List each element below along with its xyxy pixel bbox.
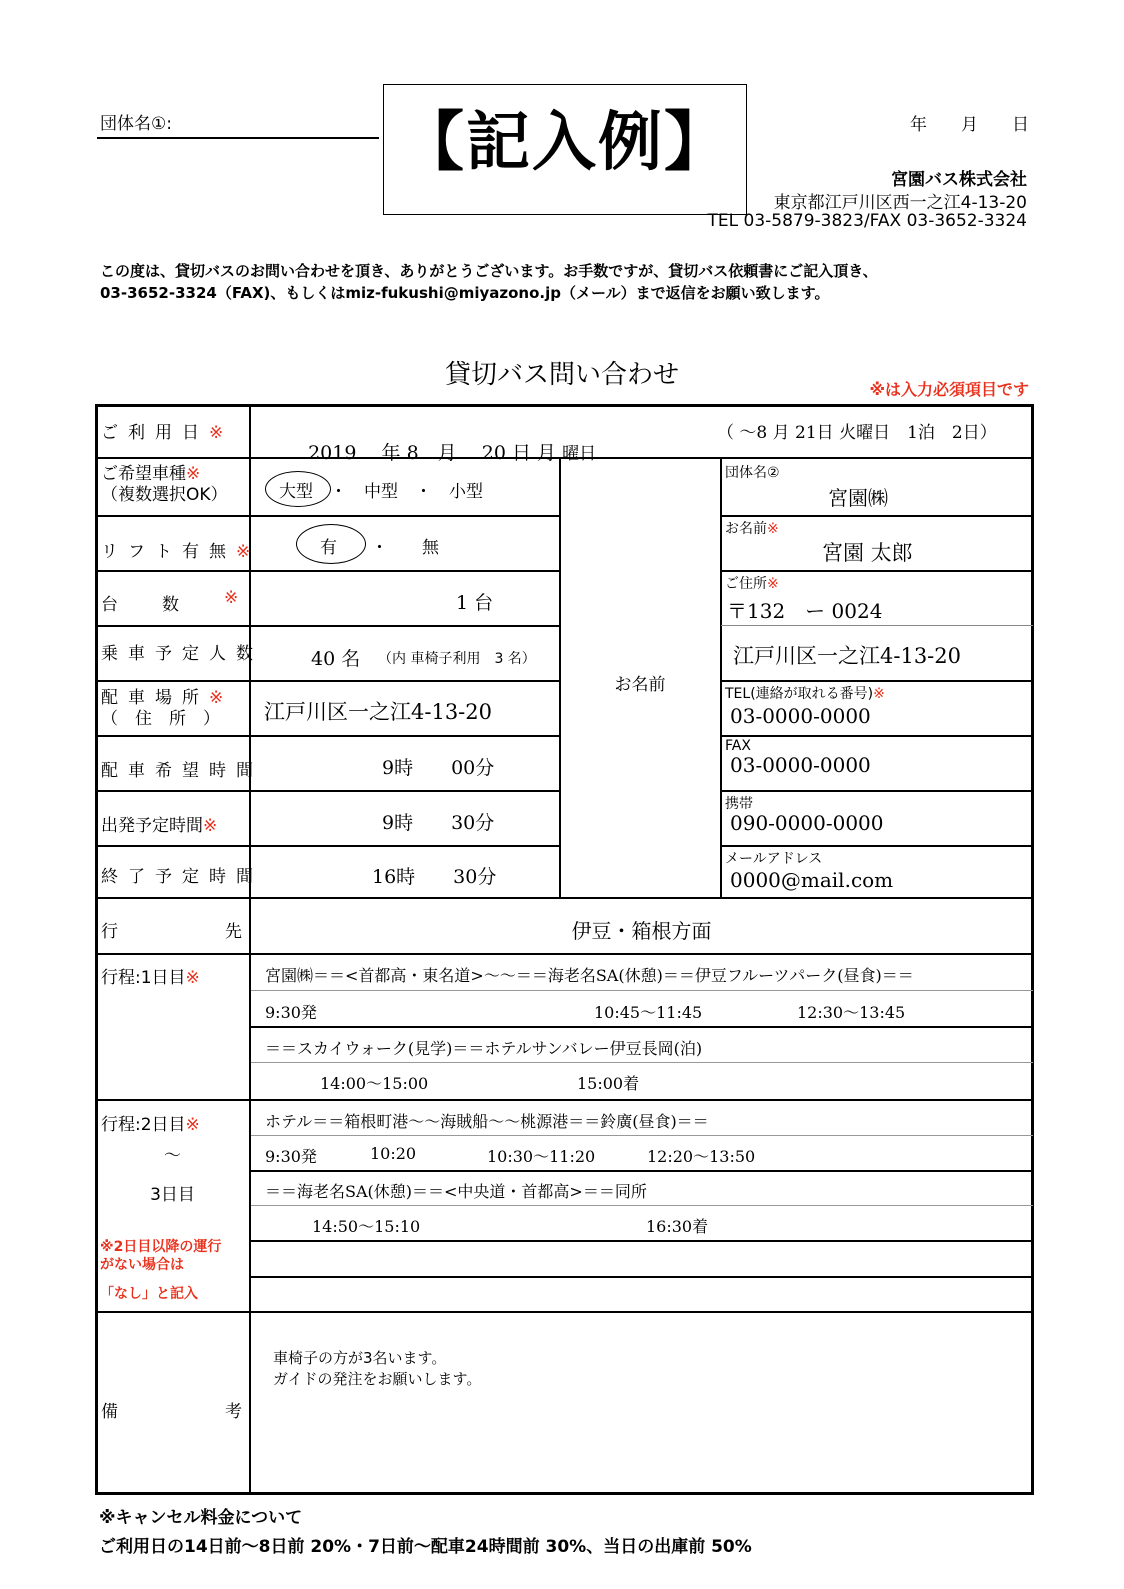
wheelchair-count[interactable]: （内 車椅子利用 3 名） xyxy=(378,651,536,667)
day2-route-1[interactable]: ホテル＝＝箱根町港～～海賊船～～桃源港＝＝鈴廣(昼食)＝＝ xyxy=(265,1112,709,1131)
day2-time-ship[interactable]: 10:30～11:20 xyxy=(487,1147,596,1166)
pickup-label: 配車場所※ （ 住 所 ） xyxy=(101,688,224,729)
count-label-2: 数 xyxy=(162,595,179,615)
end-time-label: 終了予定時間 xyxy=(101,867,263,887)
day1-route-1[interactable]: 宮園㈱＝＝<首都高・東名道>～～＝＝海老名SA(休憩)＝＝伊豆フルーツパーク(昼食)＝＝ xyxy=(265,966,914,985)
day1-route-2[interactable]: ＝＝スカイウォーク(見学)＝＝ホテルサンバレー伊豆長岡(泊) xyxy=(265,1039,703,1058)
required-note: ※は入力必須項目です xyxy=(869,380,1029,399)
day1-time-start[interactable]: 9:30発 xyxy=(265,1003,317,1022)
pickup-address[interactable]: 江戸川区一之江4-13-20 xyxy=(264,700,492,724)
itinerary-note: ※2日目以降の運行 がない場合は 「なし」と記入 xyxy=(100,1239,222,1302)
end-time-value[interactable]: 16時 30分 xyxy=(372,866,497,888)
day2-route-2[interactable]: ＝＝海老名SA(休憩)＝＝<中央道・首都高>＝＝同所 xyxy=(265,1182,647,1201)
mobile-value[interactable]: 090-0000-0000 xyxy=(730,811,884,835)
day2-time-port[interactable]: 10:20 xyxy=(370,1144,417,1163)
contact-address-label: ご住所※ xyxy=(725,576,779,592)
day1-time-arrive[interactable]: 15:00着 xyxy=(577,1074,640,1093)
lift-label: リフト有無※ xyxy=(101,542,251,562)
contact-name-label: お名前※ xyxy=(725,521,779,537)
group-name-2-label: 団体名② xyxy=(725,465,780,481)
depart-time-label: 出発予定時間※ xyxy=(101,816,218,836)
remarks-label-1: 備 xyxy=(101,1402,118,1422)
itinerary-day2-label: 行程:2日目※ xyxy=(101,1115,200,1135)
postal-code[interactable]: 〒132 ー 0024 xyxy=(727,599,883,623)
usage-end-date[interactable]: （ ～8 月 21日 火曜日 1泊 2日） xyxy=(717,423,997,443)
day2-time-rest[interactable]: 14:50～15:10 xyxy=(312,1217,421,1236)
date-fields: 年 月 日 xyxy=(910,115,1029,135)
count-value[interactable]: 1 台 xyxy=(456,592,494,614)
email-value[interactable]: 0000@mail.com xyxy=(730,868,894,892)
company-address: 東京都江戸川区西一之江4-13-20 xyxy=(773,193,1027,213)
cancel-fee-text: ご利用日の14日前～8日前 20%・7日前～配車24時間前 30%、当日の出庫前 50% xyxy=(99,1537,752,1557)
count-label-1: 台 xyxy=(101,595,118,615)
form-title: 貸切バス問い合わせ xyxy=(444,360,679,390)
example-stamp-box xyxy=(383,84,747,215)
company-contact: TEL 03-5879-3823/FAX 03-3652-3324 xyxy=(707,211,1027,231)
lift-options[interactable]: 有 ・ 無 xyxy=(320,538,439,558)
remarks-text[interactable]: 車椅子の方が3名います。 ガイドの発注をお願いします。 xyxy=(273,1349,482,1388)
usage-date-label: ご利用日※ xyxy=(101,423,224,443)
day2-time-lunch[interactable]: 12:20～13:50 xyxy=(647,1147,756,1166)
pickup-time-value[interactable]: 9時 00分 xyxy=(382,757,495,779)
remarks-label-2: 考 xyxy=(225,1402,242,1422)
count-required-mark: ※ xyxy=(224,588,239,608)
itinerary-day1-label: 行程:1日目※ xyxy=(101,968,200,988)
itinerary-day3-label: 3日目 xyxy=(150,1185,195,1205)
destination-value[interactable]: 伊豆・箱根方面 xyxy=(571,919,712,943)
intro-line-2: 03-3652-3324（FAX)、もしくはmiz-fukushi@miyazono.jp（メール）まで返信をお願い致します。 xyxy=(100,284,830,302)
tel-label: TEL(連絡が取れる番号)※ xyxy=(725,686,885,702)
bus-type-options[interactable]: 大型 ・ 中型 ・ 小型 xyxy=(279,482,483,502)
pickup-time-label: 配車希望時間 xyxy=(101,761,263,781)
contact-name-value[interactable]: 宮園 太郎 xyxy=(822,541,913,565)
table-border xyxy=(95,404,1034,1495)
group-name-2-value[interactable]: 宮園㈱ xyxy=(828,486,888,510)
itinerary-tilde: ～ xyxy=(164,1146,181,1166)
day2-time-arrive[interactable]: 16:30着 xyxy=(646,1217,709,1236)
group-name-underline xyxy=(97,137,379,139)
intro-line-1: この度は、貸切バスのお問い合わせを頂き、ありがとうございます。お手数ですが、貸切バス依頼書にご記入頂き、 xyxy=(100,262,878,280)
group-name-label: 団体名①: xyxy=(100,114,172,134)
bus-type-label: ご希望車種※ （複数選択OK） xyxy=(101,464,228,505)
passengers-value[interactable]: 40 名 xyxy=(311,648,361,670)
usage-date-value[interactable]: 2019 年 8 月 20 日 月 曜日 xyxy=(308,442,597,464)
day1-time-rest[interactable]: 10:45～11:45 xyxy=(594,1003,703,1022)
name-column-label: お名前 xyxy=(614,675,666,695)
day1-time-visit[interactable]: 14:00～15:00 xyxy=(320,1074,429,1093)
destination-label-1: 行 xyxy=(101,922,118,942)
example-stamp-text: 【記入例】 xyxy=(400,106,730,180)
day1-time-lunch[interactable]: 12:30～13:45 xyxy=(797,1003,906,1022)
company-name: 宮園バス株式会社 xyxy=(891,170,1027,190)
tel-value[interactable]: 03-0000-0000 xyxy=(730,704,871,728)
fax-label: FAX xyxy=(725,738,751,754)
depart-time-value[interactable]: 9時 30分 xyxy=(382,812,495,834)
passengers-label: 乗車予定人数 xyxy=(101,644,263,664)
day2-time-start[interactable]: 9:30発 xyxy=(265,1147,317,1166)
contact-address-value[interactable]: 江戸川区一之江4-13-20 xyxy=(733,644,961,668)
fax-value[interactable]: 03-0000-0000 xyxy=(730,753,871,777)
email-label: メールアドレス xyxy=(725,851,823,867)
cancel-fee-title: ※キャンセル料金について xyxy=(99,1508,303,1528)
destination-label-2: 先 xyxy=(225,922,242,942)
mobile-label: 携帯 xyxy=(725,796,753,812)
